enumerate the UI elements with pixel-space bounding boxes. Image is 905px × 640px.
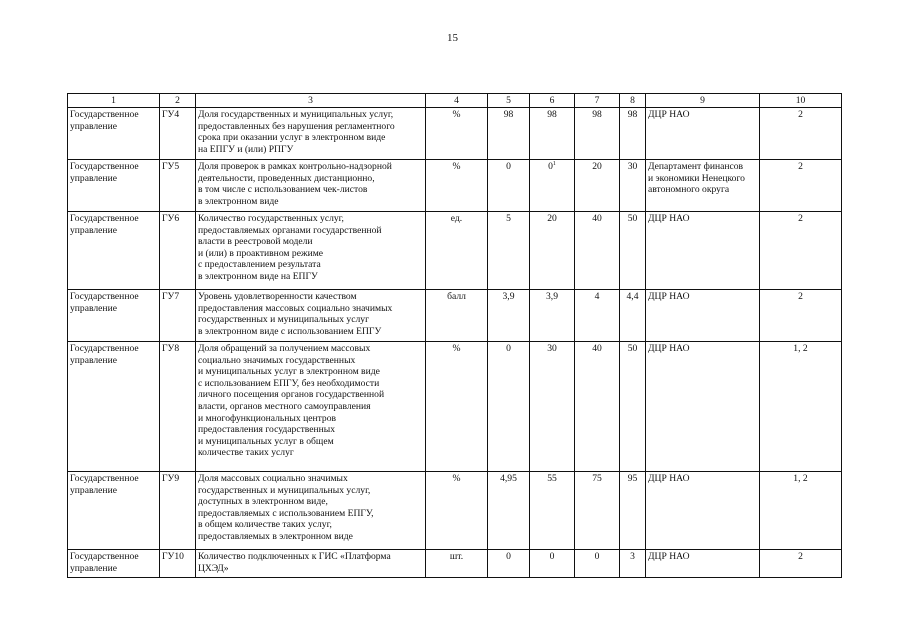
code-cell: ГУ10 bbox=[160, 550, 196, 578]
footnote-mark: 1 bbox=[552, 160, 556, 167]
header-cell: 4 bbox=[426, 94, 488, 108]
unit-cell: % bbox=[426, 342, 488, 472]
indicator-line: Доля проверок в рамках контрольно-надзорной bbox=[198, 161, 392, 172]
header-cell: 2 bbox=[160, 94, 196, 108]
value-text: 20 bbox=[547, 213, 557, 224]
header-cell: 6 bbox=[530, 94, 575, 108]
value-cell: 0 bbox=[488, 160, 530, 212]
responsible-cell bbox=[646, 212, 760, 290]
source-cell: 1, 2 bbox=[760, 472, 842, 550]
source-cell: 1, 2 bbox=[760, 342, 842, 472]
responsible-line: ДЦР НАО bbox=[648, 291, 690, 302]
responsible-line: ДЦР НАО bbox=[648, 213, 690, 224]
unit-cell: шт. bbox=[426, 550, 488, 578]
indicator-line: и муниципальных услуг в общем bbox=[198, 435, 334, 447]
section-cell: Государственное управление bbox=[68, 108, 160, 160]
indicator-line: Уровень удовлетворенности качеством bbox=[198, 291, 357, 302]
value-cell: 75 bbox=[575, 472, 620, 550]
value-cell: 4,95 bbox=[488, 472, 530, 550]
unit-cell: балл bbox=[426, 290, 488, 342]
table-row bbox=[68, 550, 842, 578]
value-cell bbox=[530, 160, 575, 212]
indicator-line: в общем количестве таких услуг, bbox=[198, 519, 332, 531]
value-cell bbox=[530, 342, 575, 472]
indicator-line: социально значимых государственных bbox=[198, 354, 356, 366]
header-cell: 9 bbox=[646, 94, 760, 108]
value-cell bbox=[530, 108, 575, 160]
table-row bbox=[68, 212, 842, 290]
section-cell: Государственное управление bbox=[68, 160, 160, 212]
page-number: 15 bbox=[447, 32, 458, 44]
source-cell: 2 bbox=[760, 108, 842, 160]
responsible-cell bbox=[646, 290, 760, 342]
value-cell: 98 bbox=[575, 108, 620, 160]
indicators-table bbox=[67, 93, 842, 578]
indicator-line: в электронном виде на ЕПГУ bbox=[198, 270, 318, 282]
value-cell bbox=[530, 290, 575, 342]
responsible-line: и экономики Ненецкого bbox=[648, 172, 745, 184]
indicator-line: с предоставлением результата bbox=[198, 259, 321, 271]
responsible-line: ДЦР НАО bbox=[648, 343, 690, 354]
value-cell: 3,9 bbox=[488, 290, 530, 342]
value-cell bbox=[530, 212, 575, 290]
value-cell bbox=[530, 550, 575, 578]
indicator-line: предоставления массовых социально значимых bbox=[198, 302, 393, 314]
indicator-line: Доля обращений за получением массовых bbox=[198, 343, 371, 354]
header-cell: 10 bbox=[760, 94, 842, 108]
indicator-line: и многофункциональных центров bbox=[198, 412, 337, 424]
header-cell: 5 bbox=[488, 94, 530, 108]
code-cell: ГУ6 bbox=[160, 212, 196, 290]
responsible-line: ДЦР НАО bbox=[648, 551, 690, 562]
unit-cell: % bbox=[426, 160, 488, 212]
indicator-line: срока при оказании услуг в электронном виде bbox=[198, 132, 386, 144]
table-row bbox=[68, 290, 842, 342]
responsible-line: ДЦР НАО bbox=[648, 109, 690, 120]
header-cell: 1 bbox=[68, 94, 160, 108]
code-cell: ГУ8 bbox=[160, 342, 196, 472]
indicator-line: власти, органов местного самоуправления bbox=[198, 400, 371, 412]
value-cell: 30 bbox=[620, 160, 646, 212]
value-cell: 50 bbox=[620, 212, 646, 290]
indicator-line: в электронном виде с использованием ЕПГУ bbox=[198, 325, 382, 337]
responsible-line: ДЦР НАО bbox=[648, 473, 690, 484]
value-cell: 0 bbox=[488, 550, 530, 578]
value-cell: 0 bbox=[488, 342, 530, 472]
value-text: 0 bbox=[549, 551, 555, 562]
indicator-cell bbox=[196, 550, 426, 578]
responsible-cell bbox=[646, 108, 760, 160]
indicator-line: на ЕПГУ и (или) РПГУ bbox=[198, 143, 294, 155]
responsible-line: Департамент финансов bbox=[648, 161, 744, 172]
indicator-cell bbox=[196, 342, 426, 472]
table-row bbox=[68, 108, 842, 160]
source-cell: 2 bbox=[760, 160, 842, 212]
value-text: 0 bbox=[548, 161, 553, 172]
value-text: 30 bbox=[547, 343, 557, 354]
indicator-line: Доля государственных и муниципальных услуг, bbox=[198, 109, 394, 120]
indicator-line: личного посещения органов государственной bbox=[198, 389, 385, 401]
header-row bbox=[68, 94, 842, 108]
code-cell: ГУ9 bbox=[160, 472, 196, 550]
value-cell: 20 bbox=[575, 160, 620, 212]
indicator-line: государственных и муниципальных услуг, bbox=[198, 484, 371, 496]
section-cell: Государственное управление bbox=[68, 212, 160, 290]
indicator-line: Количество подключенных к ГИС «Платформа bbox=[198, 551, 391, 562]
indicator-line: предоставляемых органами государственной bbox=[198, 224, 382, 236]
indicator-line: деятельности, проведенных дистанционно, bbox=[198, 172, 375, 184]
indicator-cell bbox=[196, 212, 426, 290]
value-cell: 0 bbox=[575, 550, 620, 578]
indicator-line: предоставленных без нарушения регламентного bbox=[198, 120, 395, 132]
indicator-line: доступных в электронном виде, bbox=[198, 496, 328, 508]
indicator-line: ЦХЭД» bbox=[198, 562, 229, 574]
value-cell: 40 bbox=[575, 212, 620, 290]
indicator-cell bbox=[196, 472, 426, 550]
indicator-line: в электронном виде bbox=[198, 195, 279, 207]
responsible-cell bbox=[646, 342, 760, 472]
indicator-line: количестве таких услуг bbox=[198, 447, 294, 459]
responsible-cell bbox=[646, 160, 760, 212]
value-cell: 5 bbox=[488, 212, 530, 290]
table-row bbox=[68, 160, 842, 212]
indicator-line: государственных и муниципальных услуг bbox=[198, 314, 370, 326]
section-cell: Государственное управление bbox=[68, 550, 160, 578]
indicator-cell bbox=[196, 290, 426, 342]
section-cell: Государственное управление bbox=[68, 290, 160, 342]
value-cell: 4 bbox=[575, 290, 620, 342]
value-cell: 98 bbox=[620, 108, 646, 160]
value-cell: 50 bbox=[620, 342, 646, 472]
code-cell: ГУ4 bbox=[160, 108, 196, 160]
indicator-cell bbox=[196, 108, 426, 160]
table-row bbox=[68, 342, 842, 472]
header-cell: 8 bbox=[620, 94, 646, 108]
unit-cell: % bbox=[426, 108, 488, 160]
code-cell: ГУ7 bbox=[160, 290, 196, 342]
indicator-line: в том числе с использованием чек-листов bbox=[198, 184, 368, 196]
unit-cell: % bbox=[426, 472, 488, 550]
indicator-line: предоставляемых с использованием ЕПГУ, bbox=[198, 507, 374, 519]
indicator-line: с использованием ЕПГУ, без необходимости bbox=[198, 377, 380, 389]
indicator-cell bbox=[196, 160, 426, 212]
responsible-line: автономного округа bbox=[648, 184, 730, 196]
section-cell: Государственное управление bbox=[68, 472, 160, 550]
value-cell: 3 bbox=[620, 550, 646, 578]
table-row bbox=[68, 472, 842, 550]
unit-cell: ед. bbox=[426, 212, 488, 290]
value-cell: 95 bbox=[620, 472, 646, 550]
value-text: 3,9 bbox=[546, 291, 558, 302]
code-cell: ГУ5 bbox=[160, 160, 196, 212]
header-cell: 3 bbox=[196, 94, 426, 108]
indicator-line: Доля массовых социально значимых bbox=[198, 473, 348, 484]
indicator-line: власти в реестровой модели bbox=[198, 236, 313, 248]
value-text: 98 bbox=[547, 109, 557, 120]
value-cell bbox=[530, 472, 575, 550]
source-cell: 2 bbox=[760, 212, 842, 290]
source-cell: 2 bbox=[760, 290, 842, 342]
header-cell: 7 bbox=[575, 94, 620, 108]
value-text: 55 bbox=[547, 473, 557, 484]
indicator-line: предоставления государственных bbox=[198, 424, 336, 436]
value-cell: 4,4 bbox=[620, 290, 646, 342]
indicator-line: и (или) в проактивном режиме bbox=[198, 247, 324, 259]
section-cell: Государственное управление bbox=[68, 342, 160, 472]
indicator-line: предоставляемых в электронном виде bbox=[198, 530, 353, 542]
responsible-cell bbox=[646, 550, 760, 578]
responsible-cell bbox=[646, 472, 760, 550]
value-cell: 98 bbox=[488, 108, 530, 160]
indicator-line: и муниципальных услуг в электронном виде bbox=[198, 366, 380, 378]
indicator-line: Количество государственных услуг, bbox=[198, 213, 344, 224]
source-cell: 2 bbox=[760, 550, 842, 578]
value-cell: 40 bbox=[575, 342, 620, 472]
